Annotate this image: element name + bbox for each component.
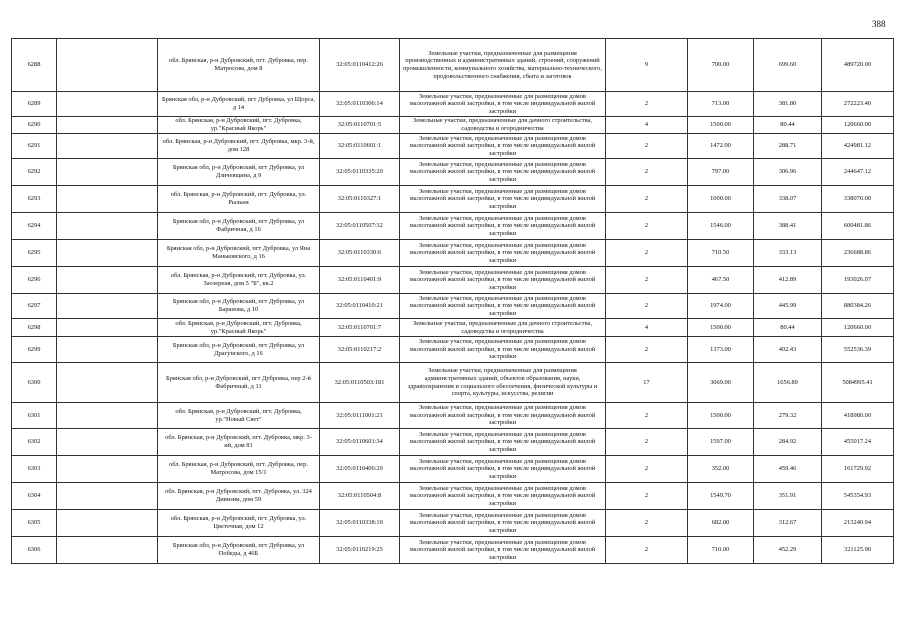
blank-cell [57,117,158,134]
row-cadastral-value: 193026.07 [822,267,894,294]
table-row [12,483,894,510]
row-number: 6290 [12,117,57,134]
row-land-use: Земельные участки, предназначенные для размещения домов малоэтажной жилой застройки, в том числе индивидуальной жилой застройки [400,337,606,363]
row-address: обл. Брянская, р-н Дубровский, пгт. Дубровка, ур."Новый Свет" [158,403,320,429]
row-area: 710.00 [688,537,754,564]
row-area: 1549.70 [688,483,754,510]
row-area: 1597.00 [688,429,754,456]
row-specific-value: 338.07 [754,186,822,213]
blank-cell [57,319,158,337]
page-number: 388 [872,19,886,29]
row-cadastral-value: 880384.26 [822,294,894,319]
row-land-use: Земельные участки, предназначенные для размещения домов малоэтажной жилой застройки, в том числе индивидуальной жилой застройки [400,213,606,240]
row-address: обл. Брянская, р-н Дубровский, пгт. Дубровка, пер. Матросова, дом 15/1 [158,456,320,483]
row-land-use: Земельные участки, предназначенные для дачного строительства, садоводства и огородничества [400,117,606,134]
table-row [12,363,894,403]
row-number: 6301 [12,403,57,429]
blank-cell [57,403,158,429]
row-cadastral-number: 32:05:0110219:25 [320,537,400,564]
table-row [12,117,894,134]
row-group: 2 [606,429,688,456]
row-cadastral-value: 418980.00 [822,403,894,429]
row-cadastral-number: 32:05:0110601:34 [320,429,400,456]
table-row [12,319,894,337]
row-group: 9 [606,39,688,92]
row-land-use: Земельные участки, предназначенные для размещения домов малоэтажной жилой застройки, в том числе индивидуальной жилой застройки [400,429,606,456]
table-row [12,267,894,294]
blank-cell [57,134,158,159]
row-group: 2 [606,537,688,564]
row-area: 3069.00 [688,363,754,403]
row-cadastral-number: 32:05:0110330:6 [320,240,400,267]
row-group: 17 [606,363,688,403]
row-specific-value: 381.80 [754,92,822,117]
row-group: 2 [606,92,688,117]
table-row [12,429,894,456]
row-group: 2 [606,403,688,429]
row-cadastral-value: 489720.00 [822,39,894,92]
row-address: обл. Брянская, р-н Дубровский, пгт. Дубровка, мкр. 3-ий, дом 81 [158,429,320,456]
row-area: 1000.00 [688,186,754,213]
row-specific-value: 445.99 [754,294,822,319]
row-area: 1974.00 [688,294,754,319]
row-specific-value: 1656.89 [754,363,822,403]
row-address: Брянская обл, р-н Дубровский, пгт Дубровка, ул Драгунского, д 16 [158,337,320,363]
row-area: 467.50 [688,267,754,294]
row-specific-value: 412.89 [754,267,822,294]
table-row [12,456,894,483]
row-address: обл. Брянская, р-н Дубровский, пгт. Дубровка, мкр. 3-й, дом 128 [158,134,320,159]
blank-cell [57,92,158,117]
row-group: 2 [606,267,688,294]
row-area: 710.50 [688,240,754,267]
row-cadastral-value: 424981.12 [822,134,894,159]
table-row [12,134,894,159]
table-row [12,403,894,429]
row-specific-value: 388.41 [754,213,822,240]
blank-cell [57,39,158,92]
row-cadastral-value: 161729.92 [822,456,894,483]
row-cadastral-value: 600481.86 [822,213,894,240]
row-number: 6298 [12,319,57,337]
row-cadastral-number: 32:05:0111001:21 [320,403,400,429]
row-land-use: Земельные участки, предназначенные для размещения домов малоэтажной жилой застройки, в том числе индивидуальной жилой застройки [400,159,606,186]
table-row [12,294,894,319]
row-address: Брянская обл, р-н Дубровский, пгт Дубровка, пер 2-й Фабричный, д 11 [158,363,320,403]
row-address: обл. Брянская, р-н Дубровский, пгт. Дубровка, ур."Красный Якорь" [158,117,320,134]
row-address: Брянская обл, р-н Дубровский, пгт Дубровка, ул Баранова, д 10 [158,294,320,319]
row-specific-value: 80.44 [754,319,822,337]
row-number: 6295 [12,240,57,267]
row-cadastral-number: 32:05:0110306:14 [320,92,400,117]
row-area: 1472.00 [688,134,754,159]
row-land-use: Земельные участки, предназначенные для размещения домов малоэтажной жилой застройки, в том числе индивидуальной жилой застройки [400,134,606,159]
row-area: 352.00 [688,456,754,483]
row-area: 713.00 [688,92,754,117]
row-number: 6294 [12,213,57,240]
row-address: Брянская обл, р-н Дубровский, пгт Дубровка, ул Яна Маньковского, д 16 [158,240,320,267]
row-specific-value: 459.46 [754,456,822,483]
row-address: обл. Брянская, р-н Дубровский, пгт. Дубровка, ул. Рыльня [158,186,320,213]
row-area: 700.00 [688,39,754,92]
row-address: обл. Брянская, р-н Дубровский, пгт. Дубровка, ур."Красный Якорь" [158,319,320,337]
row-group: 2 [606,186,688,213]
row-number: 6299 [12,337,57,363]
row-cadastral-number: 32:05:0110503:181 [320,363,400,403]
row-land-use: Земельные участки, предназначенные для размещения домов малоэтажной жилой застройки, в том числе индивидуальной жилой застройки [400,456,606,483]
row-cadastral-number: 32:05:0110412:26 [320,39,400,92]
row-land-use: Земельные участки, предназначенные для размещения административных зданий, объектов образования, науки, здравоохранения и социального обеспечения, физической культуры и спорта, культуры, искусства, религии [400,363,606,403]
row-group: 4 [606,319,688,337]
table-row [12,159,894,186]
row-specific-value: 333.13 [754,240,822,267]
row-specific-value: 699.60 [754,39,822,92]
blank-cell [57,213,158,240]
row-specific-value: 402.43 [754,337,822,363]
row-land-use: Земельные участки, предназначенные для размещения домов малоэтажной жилой застройки, в том числе индивидуальной жилой застройки [400,240,606,267]
row-cadastral-number: 32:05:0110406:20 [320,456,400,483]
row-cadastral-value: 120660.00 [822,319,894,337]
table-row [12,92,894,117]
blank-cell [57,159,158,186]
row-specific-value: 80.44 [754,117,822,134]
row-address: Брянская обл, р-н Дубровский, пгт Дубровка, ул Фабричная, д 16 [158,213,320,240]
row-land-use: Земельные участки, предназначенные для размещения домов малоэтажной жилой застройки, в том числе индивидуальной жилой застройки [400,403,606,429]
row-number: 6288 [12,39,57,92]
row-number: 6297 [12,294,57,319]
row-area: 1373.00 [688,337,754,363]
blank-cell [57,429,158,456]
row-group: 2 [606,456,688,483]
row-specific-value: 452.29 [754,537,822,564]
row-cadastral-value: 236688.86 [822,240,894,267]
blank-cell [57,294,158,319]
row-number: 6289 [12,92,57,117]
row-land-use: Земельные участки, предназначенные для размещения домов малоэтажной жилой застройки, в том числе индивидуальной жилой застройки [400,483,606,510]
table-row [12,240,894,267]
row-number: 6304 [12,483,57,510]
row-group: 2 [606,337,688,363]
row-group: 2 [606,294,688,319]
row-cadastral-number: 32:05:0110401:9 [320,267,400,294]
blank-cell [57,363,158,403]
row-number: 6306 [12,537,57,564]
row-land-use: Земельные участки, предназначенные для размещения домов малоэтажной жилой застройки, в том числе индивидуальной жилой застройки [400,537,606,564]
row-cadastral-number: 32:05:0110327:1 [320,186,400,213]
row-number: 6293 [12,186,57,213]
blank-cell [57,267,158,294]
row-specific-value: 351.91 [754,483,822,510]
row-number: 6296 [12,267,57,294]
row-cadastral-value: 321125.90 [822,537,894,564]
table-row [12,537,894,564]
row-area: 1500.00 [688,319,754,337]
blank-cell [57,483,158,510]
row-land-use: Земельные участки, предназначенные для размещения домов малоэтажной жилой застройки, в том числе индивидуальной жилой застройки [400,294,606,319]
row-cadastral-value: 272223.40 [822,92,894,117]
row-cadastral-value: 455017.24 [822,429,894,456]
row-cadastral-value: 338070.00 [822,186,894,213]
row-cadastral-value: 552536.39 [822,337,894,363]
row-cadastral-value: 120660.00 [822,117,894,134]
table-row [12,186,894,213]
row-cadastral-number: 32:05:0110504:8 [320,483,400,510]
cadastral-value-table [11,38,894,564]
row-number: 6302 [12,429,57,456]
table-body [12,39,894,564]
row-cadastral-value: 244647.12 [822,159,894,186]
row-group: 2 [606,510,688,537]
row-area: 1500.00 [688,403,754,429]
row-address: обл. Брянская, р-н Дубровский, пгт. Дубровка, ул. Заозерная, дом 5 "Б", кв.2 [158,267,320,294]
row-land-use: Земельные участки, предназначенные для дачного строительства, садоводства и огородничества [400,319,606,337]
row-number: 6292 [12,159,57,186]
row-cadastral-value: 213240.94 [822,510,894,537]
row-specific-value: 312.67 [754,510,822,537]
row-address: Брянская обл, р-н Дубровский, пгт Дубровка, ул Дзичевщина, д 9 [158,159,320,186]
row-land-use: Земельные участки, предназначенные для размещения домов малоэтажной жилой застройки, в том числе индивидуальной жилой застройки [400,510,606,537]
row-address: обл. Брянская, р-н Дубровский, пгт. Дубровка, ул. 324 Дивизии, дом 59 [158,483,320,510]
blank-cell [57,456,158,483]
row-number: 6305 [12,510,57,537]
row-number: 6300 [12,363,57,403]
row-specific-value: 279.32 [754,403,822,429]
row-land-use: Земельные участки, предназначенные для размещения домов малоэтажной жилой застройки, в том числе индивидуальной жилой застройки [400,267,606,294]
row-number: 6291 [12,134,57,159]
table-row [12,39,894,92]
blank-cell [57,337,158,363]
row-address: обл. Брянская, р-н Дубровский, пгт. Дубровка, пер. Матросова, дом 8 [158,39,320,92]
row-area: 1546.00 [688,213,754,240]
row-cadastral-value: 545354.93 [822,483,894,510]
blank-cell [57,240,158,267]
row-cadastral-value: 5084995.41 [822,363,894,403]
row-group: 2 [606,240,688,267]
row-land-use: Земельные участки, предназначенные для размещения домов малоэтажной жилой застройки, в том числе индивидуальной жилой застройки [400,186,606,213]
row-area: 1500.00 [688,117,754,134]
row-cadastral-number: 32:05:0110217:2 [320,337,400,363]
row-cadastral-number: 32:05:0110335:20 [320,159,400,186]
row-group: 2 [606,134,688,159]
row-cadastral-number: 32:05:0110701:5 [320,117,400,134]
row-cadastral-number: 32:05:0110601:1 [320,134,400,159]
table-row [12,213,894,240]
row-cadastral-number: 32:05:0110701:7 [320,319,400,337]
row-address: Брянская обл, р-н Дубровский, пгт Дубровка, ул Победы, д 46Б [158,537,320,564]
row-group: 4 [606,117,688,134]
blank-cell [57,510,158,537]
row-group: 2 [606,159,688,186]
table-row [12,337,894,363]
row-specific-value: 288.71 [754,134,822,159]
row-cadastral-number: 32:05:0110338:10 [320,510,400,537]
row-area: 797.00 [688,159,754,186]
row-cadastral-number: 32:05:0110410:21 [320,294,400,319]
row-number: 6303 [12,456,57,483]
blank-cell [57,186,158,213]
table-row [12,510,894,537]
row-land-use: Земельные участки, предназначенные для размещения домов малоэтажной жилой застройки, в том числе индивидуальной жилой застройки [400,92,606,117]
row-address: Брянская обл, р-н Дубровский, пгт Дубровка, ул Щорса, д 14 [158,92,320,117]
row-specific-value: 284.92 [754,429,822,456]
blank-cell [57,537,158,564]
row-area: 682.00 [688,510,754,537]
row-group: 2 [606,483,688,510]
row-specific-value: 306.96 [754,159,822,186]
row-group: 2 [606,213,688,240]
row-land-use: Земельные участки, предназначенные для размещения производственных и административных зданий, строений, сооружений промышленности, коммунального хозяйства, материально-технического, продовольственного снабжения, сбыта и заготовок [400,39,606,92]
row-cadastral-number: 32:05:0110507:32 [320,213,400,240]
row-address: обл. Брянская, р-н Дубровский, пгт. Дубровка, ул. Цветочная, дом 12 [158,510,320,537]
